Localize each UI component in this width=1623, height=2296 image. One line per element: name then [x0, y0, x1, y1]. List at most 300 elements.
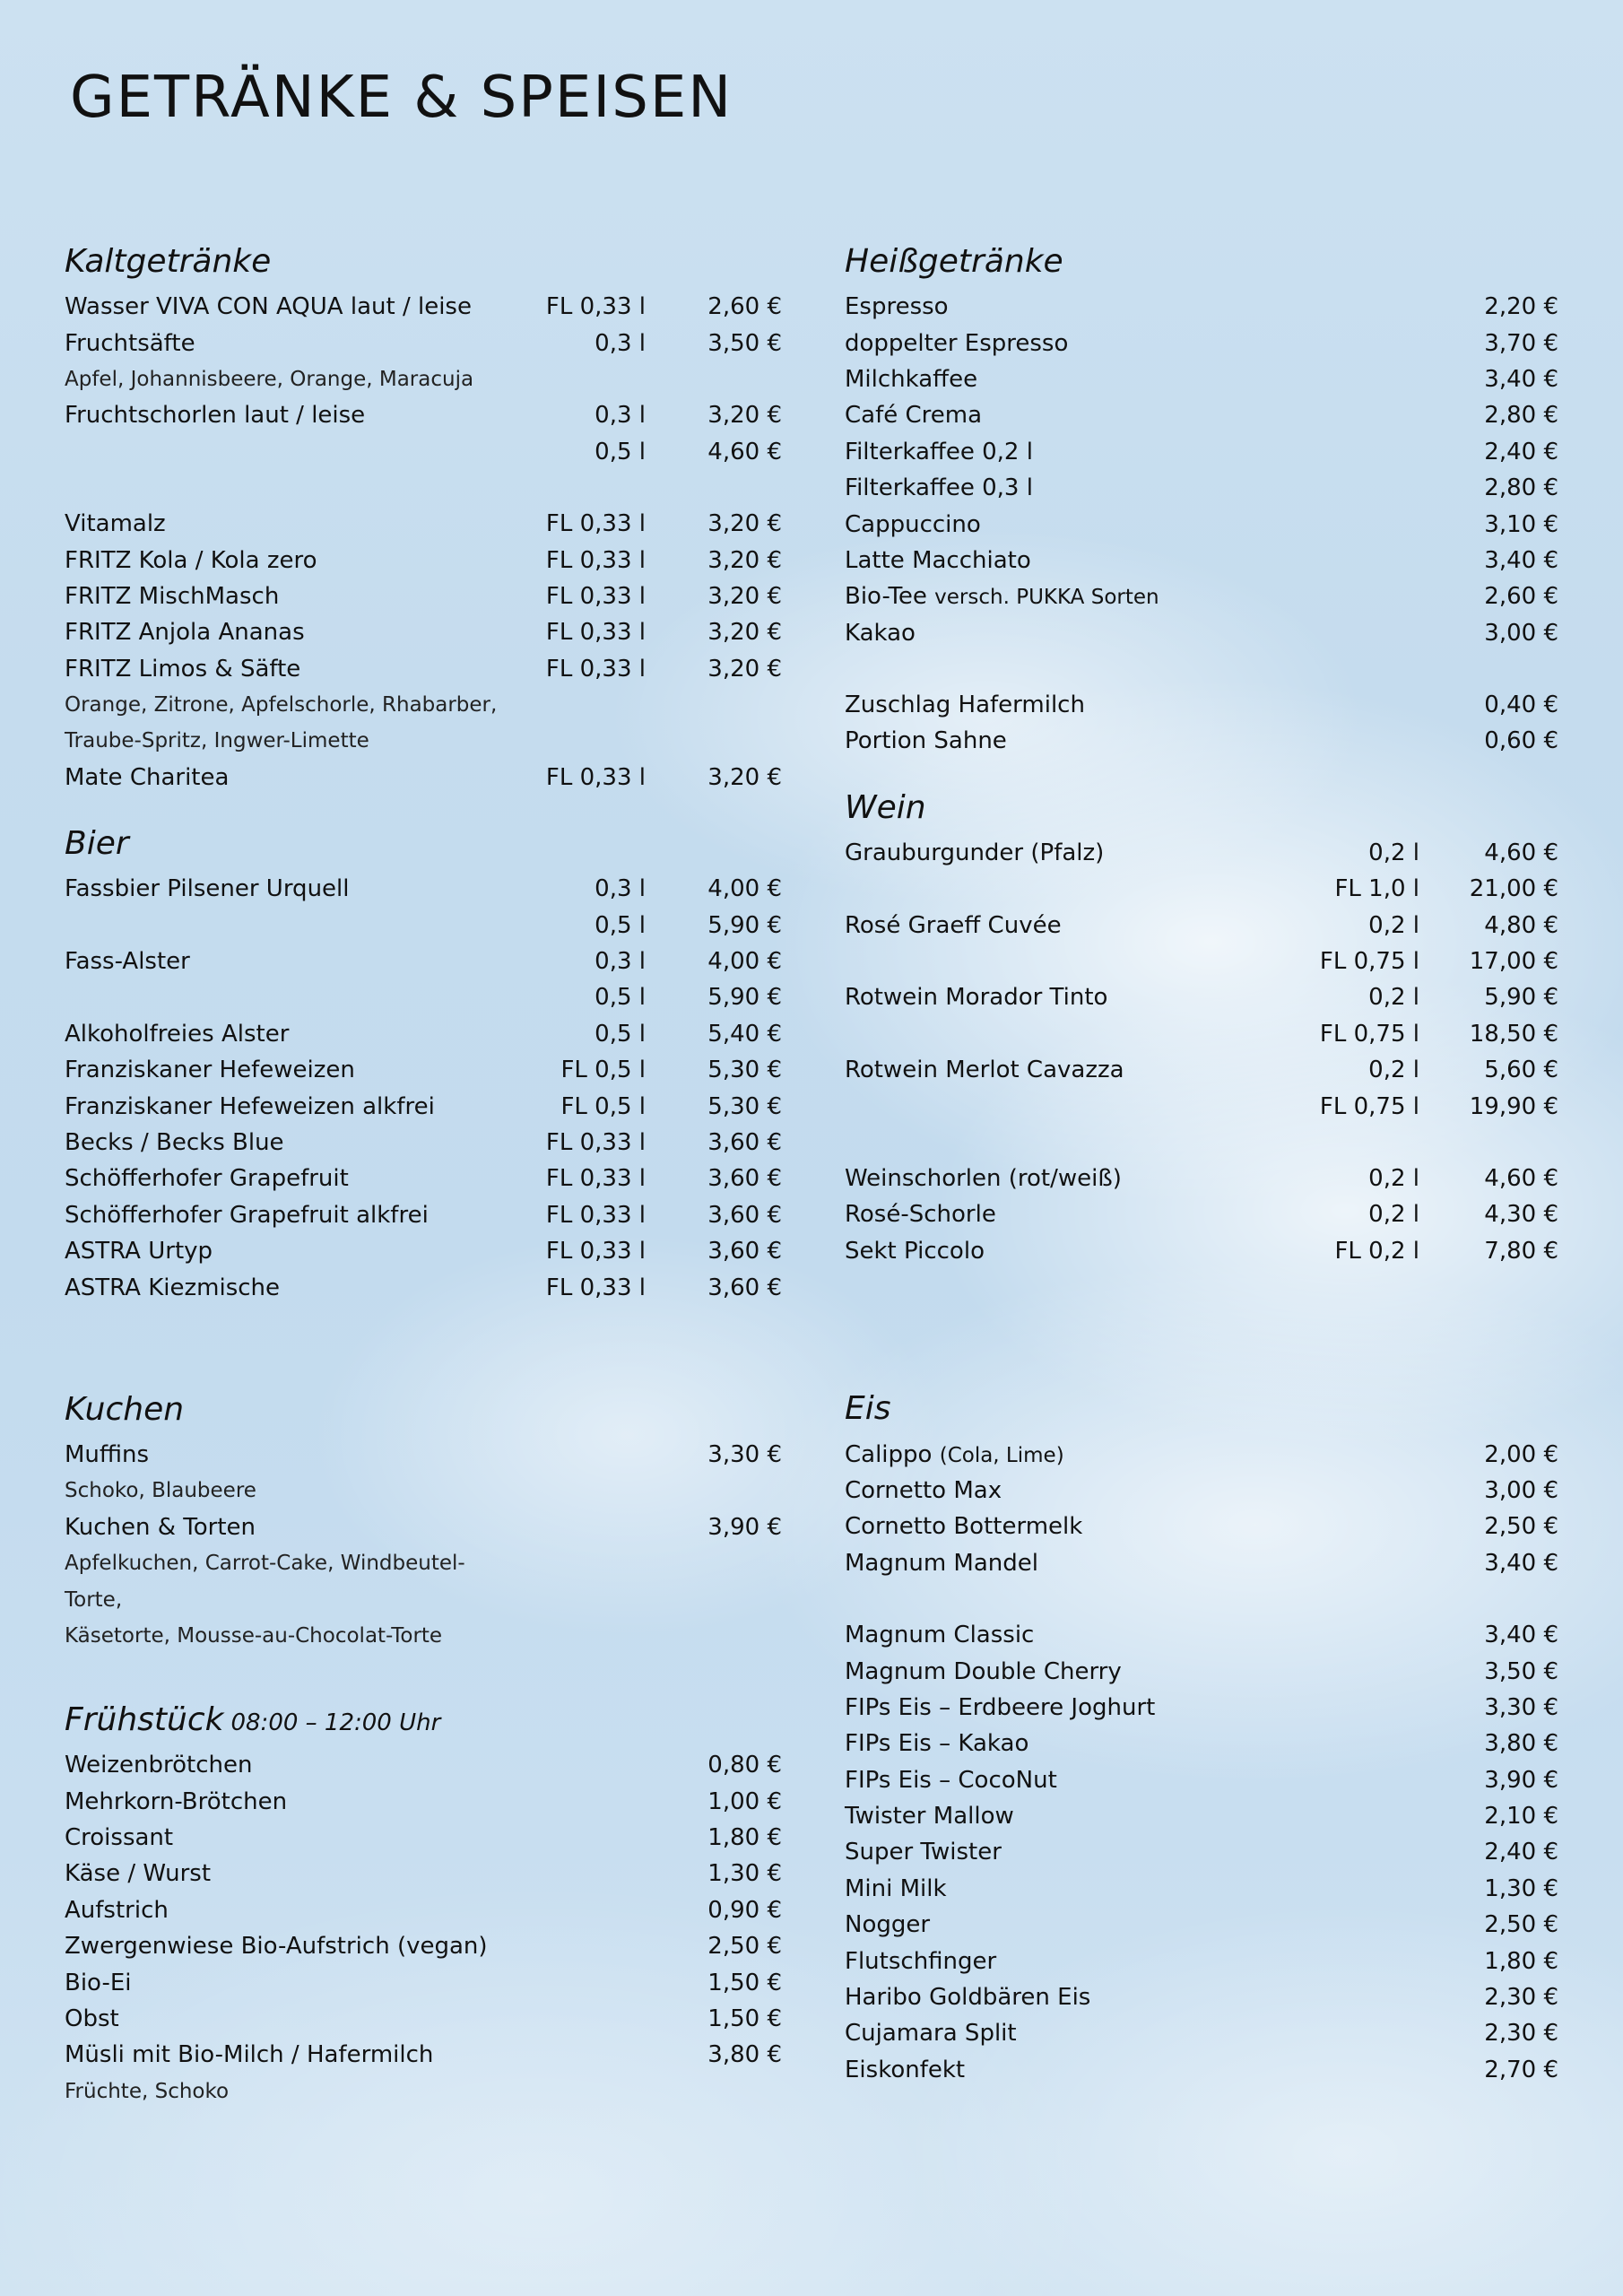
item-name-text: Sekt Piccolo [845, 1237, 985, 1265]
item-volume: 0,3 l [595, 402, 646, 430]
item-name [845, 1238, 1227, 1265]
item-description [65, 1545, 782, 1581]
item-name [845, 912, 1227, 939]
item-name [845, 474, 1419, 501]
item-name-text: Apfelkuchen, Carrot-Cake, Windbeutel- [65, 1552, 465, 1576]
spacer [845, 760, 1558, 781]
item-name [845, 1730, 1419, 1757]
item-volume: FL 0,2 l [1334, 1237, 1419, 1265]
menu-item [845, 1834, 1558, 1870]
section-fruehstueck [65, 1693, 782, 2109]
section-kuchen [65, 1383, 782, 1654]
item-name-text: Apfel, Johannisbeere, Orange, Maracuja [65, 367, 474, 391]
item-volume: FL 0,33 l [545, 1274, 646, 1301]
item-price: 5,30 € [707, 1092, 782, 1120]
menu-item [65, 1197, 782, 1233]
item-price: 3,60 € [707, 1165, 782, 1193]
item-name-text: Traube-Spritz, Ingwer-Limette [65, 729, 369, 753]
item-volume: 0,2 l [1368, 1057, 1419, 1084]
item-name-text: Muffins [65, 1440, 150, 1468]
item-price: 3,40 € [1484, 365, 1558, 393]
menu-item [845, 1617, 1558, 1653]
menu-item [845, 1233, 1558, 1269]
item-name [65, 1788, 646, 1815]
item-name-text: Grauburgunder (Pfalz) [845, 839, 1105, 866]
item-name [65, 1202, 475, 1229]
item-volume: FL 0,75 l [1319, 1020, 1419, 1048]
item-volume: 0,5 l [595, 1020, 646, 1048]
item-volume: 0,3 l [595, 329, 646, 357]
item-name-text: Croissant [65, 1824, 174, 1852]
item-volume: 0,3 l [595, 875, 646, 903]
item-extra: (Cola, Lime) [939, 1443, 1064, 1467]
item-price: 3,70 € [1484, 329, 1558, 357]
menu-item [845, 1943, 1558, 1979]
menu-item [845, 470, 1558, 506]
item-name [65, 948, 475, 975]
item-price: 3,60 € [707, 1238, 782, 1265]
item-name [65, 2080, 646, 2103]
menu-list [845, 835, 1558, 1269]
item-name [845, 293, 1419, 320]
item-price: 3,20 € [707, 619, 782, 647]
item-name [845, 366, 1419, 393]
item-price: 3,20 € [707, 546, 782, 574]
item-name-text: FIPs Eis – Erdbeere Joghurt [845, 1693, 1156, 1721]
menu-item [845, 907, 1558, 943]
item-name [65, 693, 497, 717]
right-column [845, 235, 1558, 2088]
item-name [845, 1622, 1419, 1648]
item-name [65, 1274, 475, 1301]
menu-item [845, 2052, 1558, 2088]
item-price: 3,10 € [1484, 510, 1558, 538]
item-name [845, 1875, 1419, 1902]
menu-item [65, 325, 782, 361]
menu-item [65, 1820, 782, 1856]
item-price: 2,50 € [707, 1933, 782, 1961]
item-price: 1,80 € [1484, 1947, 1558, 1975]
menu-item [65, 1964, 782, 2000]
item-name-text: Obst [65, 2005, 119, 2033]
item-price: 3,20 € [707, 655, 782, 683]
menu-item [65, 289, 782, 325]
menu-item [845, 1473, 1558, 1509]
item-name [845, 1165, 1227, 1192]
item-name-text: FIPs Eis – Kakao [845, 1730, 1029, 1758]
menu-item [65, 578, 782, 614]
spacer [65, 1306, 782, 1383]
menu-item [65, 2001, 782, 2037]
item-price: 3,30 € [707, 1440, 782, 1468]
item-name-text: Kakao [845, 619, 916, 647]
menu-item [845, 1690, 1558, 1726]
item-name [65, 1860, 646, 1887]
item-price: 3,20 € [707, 402, 782, 430]
item-name [65, 1479, 646, 1502]
item-price: 4,30 € [1484, 1201, 1558, 1229]
menu-item [65, 1784, 782, 1820]
menu-item [65, 1437, 782, 1473]
item-name [65, 1441, 646, 1468]
item-name-text: Café Crema [845, 402, 983, 430]
item-name [65, 2041, 646, 2068]
item-name-text: FRITZ Kola / Kola zero [65, 546, 317, 574]
item-name-text: Milchkaffee [845, 365, 978, 393]
item-price: 3,90 € [707, 1513, 782, 1541]
item-name [65, 1752, 646, 1779]
item-name-text: Filterkaffee 0,3 l [845, 474, 1033, 502]
item-price: 4,00 € [707, 875, 782, 903]
menu-item [65, 651, 782, 687]
item-price: 3,20 € [707, 763, 782, 791]
item-volume: 0,2 l [1368, 911, 1419, 939]
item-name-text: Fruchtsäfte [65, 329, 195, 357]
item-price: 3,90 € [1484, 1766, 1558, 1794]
item-price: 5,90 € [707, 984, 782, 1012]
item-price: 0,60 € [1484, 727, 1558, 755]
section-title-kuchen: Kuchen [65, 1390, 185, 1428]
item-volume: FL 0,33 l [545, 1165, 646, 1193]
fruehstueck-hours: 08:00 – 12:00 Uhr [230, 1709, 441, 1737]
item-volume: 0,2 l [1368, 839, 1419, 866]
item-name-text: Flutschfinger [845, 1947, 997, 1975]
item-price: 2,30 € [1484, 1984, 1558, 2012]
spacer [65, 1654, 782, 1693]
menu-item [845, 1088, 1558, 1124]
item-price: 3,40 € [1484, 546, 1558, 574]
item-name [65, 1165, 475, 1192]
item-volume: FL 0,33 l [545, 293, 646, 321]
item-price: 3,20 € [707, 510, 782, 538]
item-name-text: Orange, Zitrone, Apfelschorle, Rhabarber, [65, 693, 498, 718]
item-name [65, 330, 475, 357]
item-name-text: Mehrkorn-Brötchen [65, 1787, 288, 1815]
item-volume: FL 0,33 l [545, 763, 646, 791]
item-name-text: Portion Sahne [845, 727, 1007, 755]
item-description [65, 1581, 782, 1617]
item-name-text: Fass-Alster [65, 948, 190, 976]
item-price: 3,80 € [707, 2041, 782, 2069]
item-volume: FL 1,0 l [1334, 875, 1419, 903]
item-volume: FL 0,33 l [545, 546, 646, 574]
item-name-text: Torte, [65, 1587, 123, 1612]
item-price: 3,50 € [1484, 1657, 1558, 1685]
item-name-text: Wasser VIVA CON AQUA laut / leise [65, 293, 472, 321]
menu-item [65, 397, 782, 433]
menu-item [845, 723, 1558, 759]
item-price: 4,00 € [707, 948, 782, 976]
item-price: 19,90 € [1469, 1092, 1558, 1120]
menu-item [65, 1269, 782, 1305]
item-price: 5,60 € [1484, 1057, 1558, 1084]
item-name-text: Schöfferhofer Grapefruit alkfrei [65, 1201, 429, 1229]
menu-item [845, 1196, 1558, 1232]
item-name [845, 1839, 1419, 1866]
item-name [845, 511, 1419, 538]
menu-item [845, 506, 1558, 542]
item-price: 2,70 € [1484, 2056, 1558, 2083]
item-volume: FL 0,33 l [545, 1238, 646, 1265]
item-description [65, 1473, 782, 1509]
item-name [845, 1057, 1227, 1083]
item-price: 3,40 € [1484, 1622, 1558, 1649]
item-name [65, 1093, 475, 1120]
item-price: 4,60 € [1484, 839, 1558, 866]
item-price: 2,20 € [1484, 293, 1558, 321]
item-name [65, 293, 475, 320]
item-name [845, 1803, 1419, 1830]
menu-item [845, 687, 1558, 723]
item-price: 0,40 € [1484, 691, 1558, 719]
menu-item [845, 1871, 1558, 1907]
menu-item [845, 871, 1558, 907]
item-name-text: Becks / Becks Blue [65, 1129, 284, 1156]
item-name [845, 2057, 1419, 2083]
item-volume: FL 0,33 l [545, 510, 646, 538]
menu-item [845, 289, 1558, 325]
item-name-text: Vitamalz [65, 510, 166, 538]
item-name [845, 1550, 1419, 1577]
item-price: 3,50 € [707, 329, 782, 357]
item-name [845, 691, 1419, 718]
item-price: 1,30 € [707, 1860, 782, 1888]
item-name [845, 2020, 1419, 2047]
menu-item [845, 1545, 1558, 1581]
item-name [845, 1948, 1419, 1975]
item-name-text: Rotwein Merlot Cavazza [845, 1057, 1124, 1084]
item-price: 3,00 € [1484, 1476, 1558, 1504]
item-name-text: Haribo Goldbären Eis [845, 1984, 1091, 2012]
item-volume: FL 0,33 l [545, 582, 646, 610]
item-name-text: Kuchen & Torten [65, 1513, 256, 1541]
item-name [845, 1513, 1419, 1540]
item-name [65, 402, 475, 429]
menu-item [65, 944, 782, 979]
menu-item [845, 1052, 1558, 1088]
menu-list [65, 1747, 782, 2109]
item-name-text: Super Twister [845, 1839, 1002, 1866]
item-price: 5,90 € [1484, 984, 1558, 1012]
item-volume: FL 0,33 l [545, 1129, 646, 1156]
item-price: 2,80 € [1484, 474, 1558, 502]
item-price: 4,80 € [1484, 911, 1558, 939]
item-price: 1,00 € [707, 1787, 782, 1815]
section-title-kaltgetraenke: Kaltgetränke [65, 243, 272, 280]
item-name [65, 619, 475, 646]
item-price: 21,00 € [1469, 875, 1558, 903]
item-name [845, 1984, 1419, 2011]
item-price: 5,90 € [707, 911, 782, 939]
menu-item [65, 2037, 782, 2073]
spacer [845, 1125, 1558, 1161]
item-name-text: Zwergenwiese Bio-Aufstrich (vegan) [65, 1933, 488, 1961]
item-description [65, 361, 782, 397]
spacer [845, 651, 1558, 687]
left-column [65, 235, 782, 2109]
item-name-text: Schöfferhofer Grapefruit [65, 1165, 349, 1193]
item-name-text: Rotwein Morador Tinto [845, 984, 1108, 1012]
item-volume: FL 0,33 l [545, 1201, 646, 1229]
item-price: 3,00 € [1484, 619, 1558, 647]
item-name-text: Cornetto Max [845, 1476, 1002, 1504]
menu-item [65, 506, 782, 542]
item-name-text: Müsli mit Bio-Milch / Hafermilch [65, 2041, 434, 2069]
item-description [65, 723, 782, 759]
menu-item [65, 614, 782, 650]
item-name [65, 1129, 475, 1156]
item-name [845, 727, 1419, 754]
item-name [845, 839, 1227, 866]
item-price: 1,30 € [1484, 1874, 1558, 1902]
item-name-text: Cornetto Bottermelk [845, 1513, 1083, 1541]
item-name [65, 1238, 475, 1265]
menu-item [845, 1509, 1558, 1544]
menu-list [845, 1436, 1558, 2088]
fruehstueck-title-text: Frühstück [65, 1701, 224, 1739]
menu-item [65, 1509, 782, 1545]
menu-item [845, 1798, 1558, 1834]
item-name-text: Franziskaner Hefeweizen alkfrei [65, 1092, 435, 1120]
item-name-text: Fruchtschorlen laut / leise [65, 402, 366, 430]
item-name-text: FRITZ Limos & Säfte [65, 655, 301, 683]
section-bier [65, 817, 782, 1306]
item-name [845, 402, 1419, 429]
menu-item [65, 1052, 782, 1088]
item-name [845, 547, 1419, 574]
menu-item [845, 1979, 1558, 2015]
item-name-text: Franziskaner Hefeweizen [65, 1057, 355, 1084]
item-name-text: Zuschlag Hafermilch [845, 691, 1085, 719]
item-name-text: Rosé Graeff Cuvée [845, 911, 1062, 939]
item-volume: FL 0,33 l [545, 655, 646, 683]
menu-item [65, 1088, 782, 1124]
item-description [65, 687, 782, 723]
menu-item [845, 434, 1558, 470]
item-name [65, 547, 475, 574]
menu-item [845, 397, 1558, 433]
section-title-wein: Wein [845, 788, 926, 826]
item-price: 3,60 € [707, 1201, 782, 1229]
menu-item [845, 1016, 1558, 1052]
item-name-text: Schoko, Blaubeere [65, 1479, 256, 1503]
item-price: 2,40 € [1484, 1839, 1558, 1866]
item-name [65, 1624, 646, 1648]
item-name-text: Twister Mallow [845, 1803, 1014, 1831]
menu-item [845, 615, 1558, 651]
menu-item [845, 835, 1558, 871]
section-eis [845, 1382, 1558, 2088]
item-name [65, 1824, 646, 1851]
item-name [65, 1057, 475, 1083]
item-price: 3,30 € [1484, 1693, 1558, 1721]
menu-item [65, 1856, 782, 1892]
item-price: 2,50 € [1484, 1911, 1558, 1939]
item-name-text: FRITZ MischMasch [65, 582, 280, 610]
menu-item [845, 944, 1558, 979]
item-name [65, 583, 475, 610]
menu-item [845, 1907, 1558, 1943]
item-extra: versch. PUKKA Sorten [934, 586, 1159, 610]
menu-item [65, 1125, 782, 1161]
item-name-text: Bio-Tee [845, 583, 927, 611]
spacer [845, 1269, 1558, 1382]
item-name [845, 1658, 1419, 1685]
item-name [65, 2005, 646, 2032]
menu-list [845, 289, 1558, 760]
item-name [845, 620, 1419, 647]
item-name-text: Cappuccino [845, 510, 981, 538]
item-name [845, 1694, 1419, 1721]
item-name [65, 1514, 646, 1541]
item-name-text: Espresso [845, 293, 949, 321]
item-price: 3,60 € [707, 1274, 782, 1301]
item-volume: 0,3 l [595, 948, 646, 976]
item-name-text: Käsetorte, Mousse-au-Chocolat-Torte [65, 1623, 443, 1648]
item-price: 1,50 € [707, 1969, 782, 1996]
item-name [845, 330, 1419, 357]
item-name [65, 1588, 646, 1612]
item-name-text: Käse / Wurst [65, 1860, 212, 1888]
item-name [65, 656, 475, 683]
section-wein [845, 781, 1558, 1269]
item-price: 2,00 € [1484, 1440, 1558, 1468]
item-name-text: Calippo [845, 1440, 933, 1468]
menu-item [845, 2015, 1558, 2051]
item-name-text: Rosé-Schorle [845, 1201, 996, 1229]
item-name [65, 764, 475, 791]
item-price: 2,10 € [1484, 1803, 1558, 1831]
item-name [65, 1552, 646, 1575]
menu-item [65, 1928, 782, 1964]
menu-item [845, 543, 1558, 578]
menu-item [65, 1747, 782, 1783]
item-name [65, 1897, 646, 1924]
item-name [845, 984, 1227, 1011]
item-name-text: Mate Charitea [65, 763, 230, 791]
item-name-text: Nogger [845, 1911, 931, 1939]
section-title-eis: Eis [845, 1390, 891, 1428]
item-volume: FL 0,75 l [1319, 1092, 1419, 1120]
section-kaltgetraenke [65, 235, 782, 796]
item-price: 3,20 € [707, 582, 782, 610]
section-title-bier: Bier [65, 825, 129, 863]
spacer [65, 796, 782, 817]
item-name [65, 368, 475, 391]
item-name-text: Früchte, Schoko [65, 2079, 230, 2103]
item-price: 2,50 € [1484, 1513, 1558, 1541]
item-price: 17,00 € [1469, 948, 1558, 976]
item-price: 3,80 € [1484, 1730, 1558, 1758]
menu-item [65, 760, 782, 796]
menu-item [65, 979, 782, 1015]
menu-item [65, 907, 782, 943]
item-name [845, 583, 1419, 610]
spacer [845, 1581, 1558, 1617]
item-name-text: Eiskonfekt [845, 2056, 966, 2083]
item-name-text: Aufstrich [65, 1896, 169, 1924]
item-volume: FL 0,33 l [545, 619, 646, 647]
item-price: 5,40 € [707, 1020, 782, 1048]
item-price: 4,60 € [1484, 1165, 1558, 1192]
menu-list [65, 1437, 782, 1654]
menu-item [65, 1016, 782, 1052]
item-price: 4,60 € [707, 438, 782, 465]
spacer [65, 470, 782, 506]
menu-item [65, 542, 782, 578]
item-name-text: doppelter Espresso [845, 329, 1069, 357]
menu-item [65, 1892, 782, 1928]
